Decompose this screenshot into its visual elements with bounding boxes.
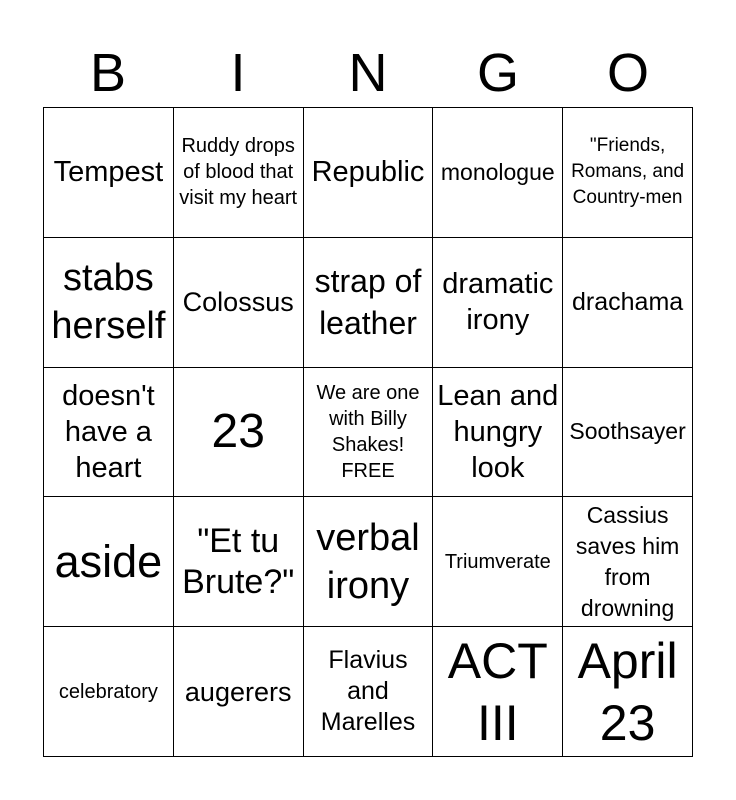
cell-text: aside [54,535,163,587]
bingo-cell-r4c1[interactable] [44,497,174,627]
cell-text: Triumverate [444,550,551,573]
cell-text: "Et tu Brute?" [182,521,295,601]
cell-text: Flavius and Marelles [320,646,416,737]
cell-text: Tempest [53,156,164,189]
cell-text: Republic [311,156,425,189]
cell-text: verbal irony [316,516,420,607]
bingo-cell-r1c3[interactable] [304,108,434,238]
bingo-cell-r4c4[interactable] [433,497,563,627]
bingo-cell-r4c5[interactable] [563,497,693,627]
bingo-cell-r5c1[interactable] [44,627,174,757]
bingo-cell-r5c3[interactable] [304,627,434,757]
bingo-cell-r1c4[interactable] [433,108,563,238]
cell-text: dramatic irony [442,268,554,337]
cell-text: doesn't have a heart [62,379,155,484]
bingo-cell-r2c3[interactable] [304,238,434,368]
bingo-cell-r2c2[interactable] [174,238,304,368]
bingo-cell-r3c2[interactable] [174,368,304,498]
bingo-cell-r3c5[interactable] [563,368,693,498]
cell-text: Cassius saves him from drowning [575,501,680,621]
bingo-cell-r5c2[interactable] [174,627,304,757]
header-letter-o: O [606,43,649,103]
bingo-cell-r3c1[interactable] [44,368,174,498]
bingo-cell-r5c4[interactable] [433,627,563,757]
cell-text: 23 [211,404,265,458]
bingo-cell-r2c4[interactable] [433,238,563,368]
cell-text: Ruddy drops of blood that visit my heart [179,135,298,210]
header-letter-b: B [89,43,127,103]
cell-text: celebratory [58,680,158,703]
bingo-cell-r5c5[interactable] [563,627,693,757]
bingo-cell-r1c2[interactable] [174,108,304,238]
cell-text: strap of leather [314,263,422,342]
bingo-cell-r1c1[interactable] [44,108,174,238]
cell-text: Soothsayer [569,418,686,445]
bingo-cell-r3c4[interactable] [433,368,563,498]
bingo-cell-r2c5[interactable] [563,238,693,368]
bingo-cell-r1c5[interactable] [563,108,693,238]
bingo-cell-r4c2[interactable] [174,497,304,627]
cell-text: Colossus [182,287,294,318]
cell-text: drachama [572,287,684,316]
cell-text: augerers [184,676,292,707]
cell-text: monologue [440,158,555,185]
bingo-grid [43,107,693,757]
cell-text: ACT III [447,632,548,751]
cell-text: "Friends, Romans, and Country-men [571,135,685,209]
bingo-cell-r3c3-free[interactable] [304,368,434,498]
bingo-cell-r2c1[interactable] [44,238,174,368]
cell-text: stabs herself [51,257,166,348]
cell-text: Lean and hungry look [437,379,559,484]
bingo-header [43,40,693,106]
header-letter-n: N [348,43,388,103]
header-letter-i: I [230,43,246,103]
bingo-cell-r4c3[interactable] [304,497,434,627]
cell-text: We are one with Billy Shakes! FREE [316,381,420,482]
header-letter-g: G [476,43,519,103]
cell-text: April 23 [577,632,678,751]
